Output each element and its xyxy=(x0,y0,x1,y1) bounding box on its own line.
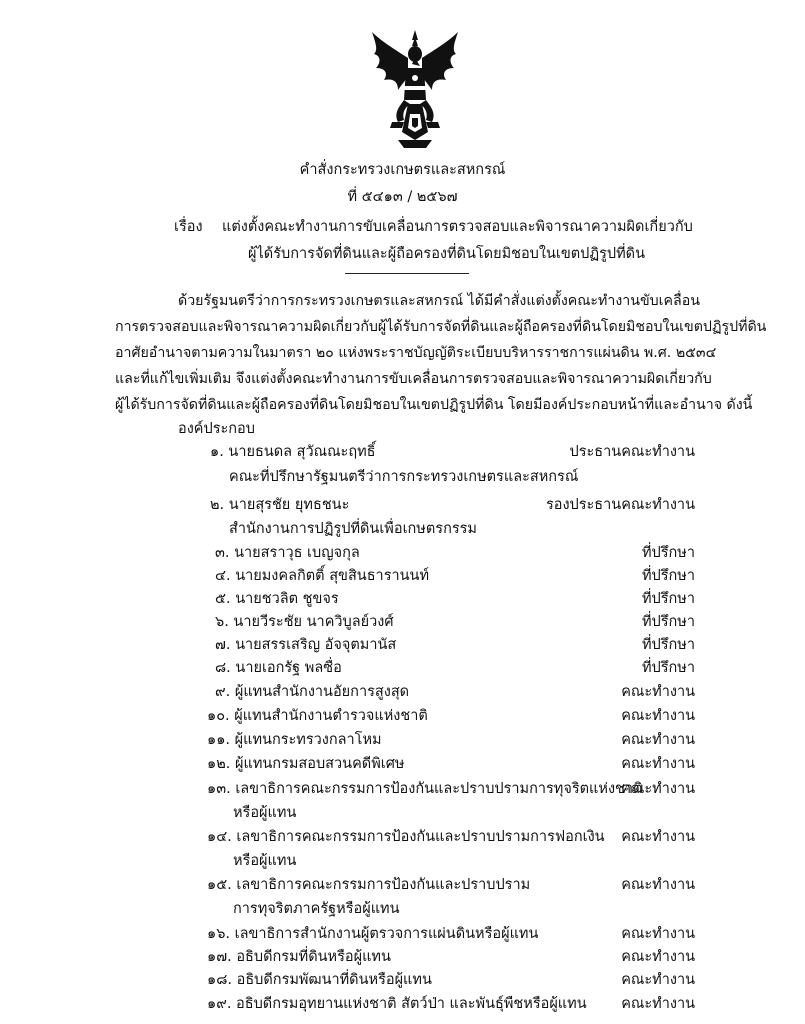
composition-label: องค์ประกอบ xyxy=(178,421,255,437)
member-name: ๑๒. ผู้แทนกรมสอบสวนคดีพิเศษ xyxy=(207,756,405,772)
member-role: ที่ปรึกษา xyxy=(641,591,695,607)
member-name: ๔. นายมงคลกิตติ์ สุขสินธารานนท์ xyxy=(215,568,430,584)
member-role: ที่ปรึกษา xyxy=(641,568,695,584)
member-org: คณะที่ปรึกษารัฐมนตรีว่าการกระทรวงเกษตรและสหกรณ์ xyxy=(229,469,579,485)
member-name: ๙. ผู้แทนสำนักงานอัยการสูงสุด xyxy=(215,684,410,700)
member-role: คณะทำงาน xyxy=(621,949,695,965)
member-role: คณะทำงาน xyxy=(621,756,695,772)
member-role: รองประธานคณะทำงาน xyxy=(545,497,695,513)
member-name: ๓. นายสราวุธ เบญจกุล xyxy=(215,545,360,561)
member-org: สำนักงานการปฏิรูปที่ดินเพื่อเกษตรกรรม xyxy=(229,521,477,537)
member-role: คณะทำงาน xyxy=(621,996,695,1012)
member-name: ๑๓. เลขาธิการคณะกรรมการป้องกันและปราบปรามการทุจริตแห่งชาติ xyxy=(207,781,643,797)
member-name: ๑๖. เลขาธิการสำนักงานผู้ตรวจการแผ่นดินหรือผู้แทน xyxy=(207,926,539,942)
garuda-emblem-icon xyxy=(368,28,462,150)
member-name: ๒. นายสุรชัย ยุทธชนะ xyxy=(210,497,350,513)
member-role: คณะทำงาน xyxy=(621,781,695,797)
order-title: คำสั่งกระทรวงเกษตรและสหกรณ์ xyxy=(299,162,506,178)
member-role: คณะทำงาน xyxy=(621,829,695,845)
order-number: ที่ ๕๔๑๓ / ๒๕๖๗ xyxy=(347,189,458,205)
body-line: การตรวจสอบและพิจารณาความผิดเกี่ยวกับผู้ได้รับการจัดที่ดินและผู้ถือครองที่ดินโดยมิชอบในเขตปฏิรูปที่ดิน xyxy=(115,319,767,335)
body-line: อาศัยอำนาจตามความในมาตรา ๒๐ แห่งพระราชบัญญัติระเบียบบริหารราชการแผ่นดิน พ.ศ. ๒๕๓๔ xyxy=(115,345,717,361)
body-line: ด้วยรัฐมนตรีว่าการกระทรวงเกษตรและสหกรณ์ ได้มีคำสั่งแต่งตั้งคณะทำงานขับเคลื่อน xyxy=(178,293,700,309)
member-name: ๗. นายสรรเสริญ อัจจุตมานัส xyxy=(215,637,397,653)
member-role: คณะทำงาน xyxy=(621,926,695,942)
member-name: ๑๑. ผู้แทนกระทรวงกลาโหม xyxy=(207,732,382,748)
member-role: ที่ปรึกษา xyxy=(641,660,695,676)
member-role: ที่ปรึกษา xyxy=(641,545,695,561)
member-role: ที่ปรึกษา xyxy=(641,637,695,653)
member-role: คณะทำงาน xyxy=(621,684,695,700)
member-name: ๑๕. เลขาธิการคณะกรรมการป้องกันและปราบปราม xyxy=(207,877,531,893)
member-name: ๑๙. อธิบดีกรมอุทยานแห่งชาติ สัตว์ป่า และพันธุ์พืชหรือผู้แทน xyxy=(207,996,587,1012)
member-name: ๑๘. อธิบดีกรมพัฒนาที่ดินหรือผู้แทน xyxy=(207,972,432,988)
member-name: ๑๗. อธิบดีกรมที่ดินหรือผู้แทน xyxy=(207,949,391,965)
subject-line-2: ผู้ได้รับการจัดที่ดินและผู้ถือครองที่ดินโดยมิชอบในเขตปฏิรูปที่ดิน xyxy=(248,246,645,262)
member-role: ที่ปรึกษา xyxy=(641,614,695,630)
subject-line-1: แต่งตั้งคณะทำงานการขับเคลื่อนการตรวจสอบและพิจารณาความผิดเกี่ยวกับ xyxy=(222,219,693,235)
member-name: ๑. นายธนดล สุวัณณะฤทธิ์ xyxy=(210,444,376,460)
member-name: ๑๔. เลขาธิการคณะกรรมการป้องกันและปราบปรามการฟอกเงิน xyxy=(207,829,605,845)
member-name: ๕. นายชวลิต ชูขจร xyxy=(215,591,339,607)
member-role: คณะทำงาน xyxy=(621,732,695,748)
member-name: ๖. นายวีระชัย นาควิบูลย์วงศ์ xyxy=(215,614,394,630)
member-org: หรือผู้แทน xyxy=(233,805,297,821)
member-name: ๑๐. ผู้แทนสำนักงานตำรวจแห่งชาติ xyxy=(207,708,428,724)
body-line: ผู้ได้รับการจัดที่ดินและผู้ถือครองที่ดินโดยมิชอบในเขตปฏิรูปที่ดิน โดยมีองค์ประกอบหน้าที่และอำนาจ ดังนี้ xyxy=(115,397,753,413)
member-org: หรือผู้แทน xyxy=(233,853,297,869)
member-role: คณะทำงาน xyxy=(621,877,695,893)
title-divider xyxy=(345,273,469,274)
subject-label: เรื่อง xyxy=(174,219,203,235)
member-role: ประธานคณะทำงาน xyxy=(569,444,695,460)
member-role: คณะทำงาน xyxy=(621,972,695,988)
member-role: คณะทำงาน xyxy=(621,708,695,724)
member-name: ๘. นายเอกรัฐ พลซื่อ xyxy=(215,660,342,676)
member-org: การทุจริตภาครัฐหรือผู้แทน xyxy=(233,901,400,917)
body-line: และที่แก้ไขเพิ่มเติม จึงแต่งตั้งคณะทำงานการขับเคลื่อนการตรวจสอบและพิจารณาความผิดเกี่ยวกับ xyxy=(115,371,712,387)
